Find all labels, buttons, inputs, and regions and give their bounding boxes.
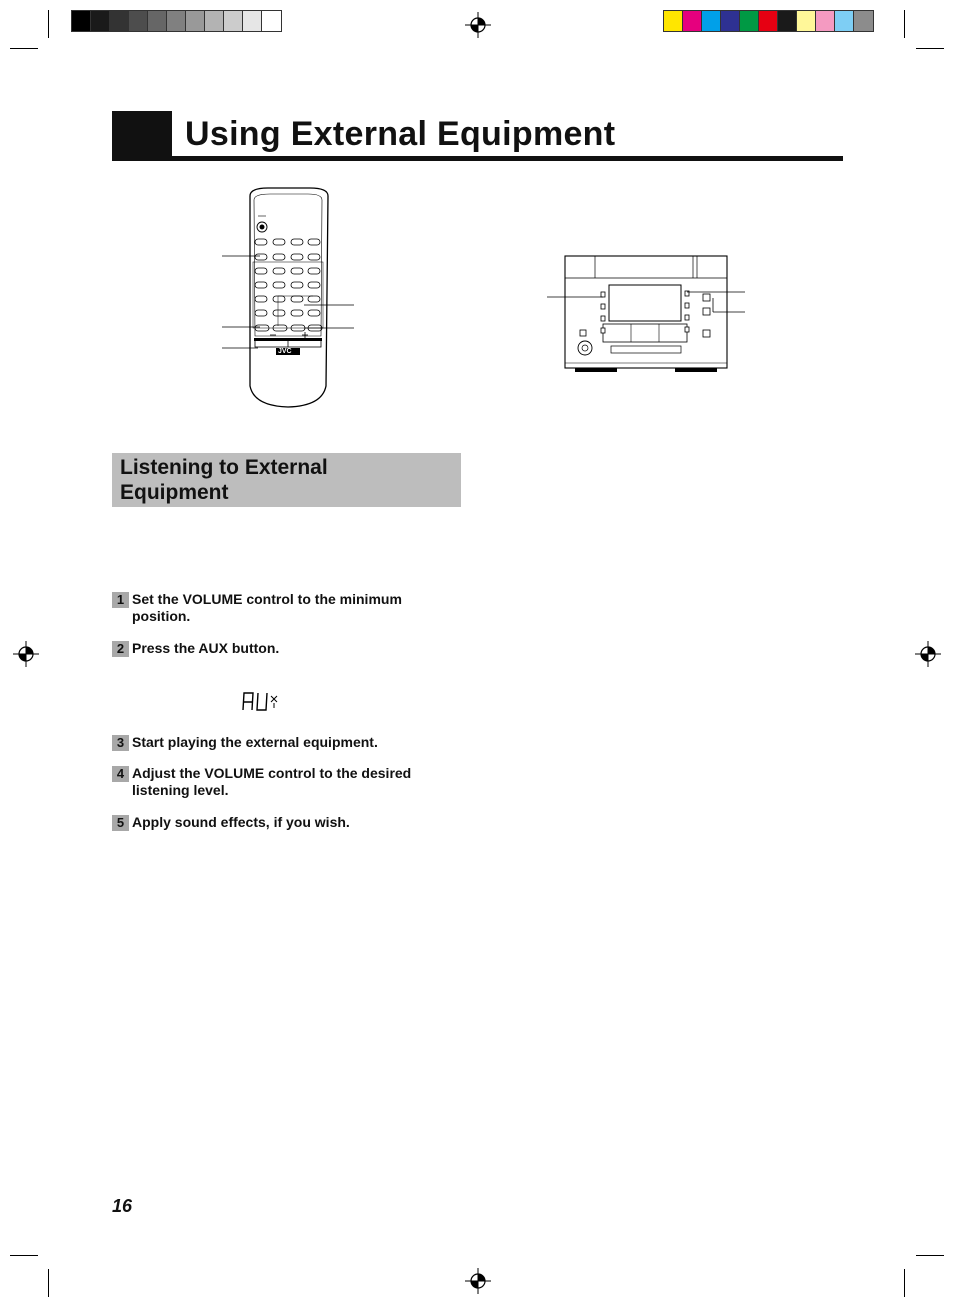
registration-mark-icon: [915, 641, 941, 667]
title-rule: [112, 156, 843, 161]
step-text: Apply sound effects, if you wish.: [132, 814, 350, 830]
step-number: 4: [112, 766, 129, 782]
gray-swatch: [129, 11, 148, 31]
gray-swatch: [91, 11, 110, 31]
color-swatch: [854, 11, 873, 31]
crop-mark: [916, 1255, 944, 1256]
crop-mark: [48, 10, 49, 38]
color-swatch: [816, 11, 835, 31]
crop-mark: [10, 48, 38, 49]
gray-swatch: [224, 11, 243, 31]
registration-mark-icon: [465, 12, 491, 38]
step-item: [112, 765, 462, 799]
step-text: Set the VOLUME control to the minimum position.: [132, 591, 402, 624]
crop-mark: [904, 10, 905, 38]
step-text: Press the AUX button.: [132, 640, 280, 656]
crop-mark: [10, 1255, 38, 1256]
remote-brand-logo: JVC: [278, 348, 292, 355]
step-item: [112, 814, 462, 831]
registration-mark-icon: [465, 1268, 491, 1294]
step-item: [112, 640, 462, 657]
title-block: [112, 111, 172, 161]
gray-swatch: [262, 11, 281, 31]
gray-swatch: [205, 11, 224, 31]
gray-swatch: [110, 11, 129, 31]
grayscale-calibration-bar: [71, 10, 282, 32]
step-text: Adjust the VOLUME control to the desired listening level.: [132, 765, 412, 798]
page-number: 16: [112, 1196, 133, 1216]
gray-swatch: [186, 11, 205, 31]
registration-mark-icon: [13, 641, 39, 667]
color-swatch: [721, 11, 740, 31]
color-swatch: [664, 11, 683, 31]
color-swatch: [702, 11, 721, 31]
color-swatch: [778, 11, 797, 31]
section-heading: [112, 453, 461, 507]
gray-swatch: [72, 11, 91, 31]
color-swatch: [835, 11, 854, 31]
color-swatch: [740, 11, 759, 31]
gray-swatch: [148, 11, 167, 31]
gray-swatch: [167, 11, 186, 31]
step-item: [112, 734, 462, 751]
color-calibration-bar: [663, 10, 874, 32]
step-number: 2: [112, 641, 129, 657]
step-text: Start playing the external equipment.: [132, 734, 378, 750]
crop-mark: [916, 48, 944, 49]
step-number: 1: [112, 592, 129, 608]
page-title: Using External Equipment: [185, 115, 616, 153]
color-swatch: [683, 11, 702, 31]
step-item: [112, 591, 462, 625]
crop-mark: [904, 1269, 905, 1297]
crop-mark: [48, 1269, 49, 1297]
gray-swatch: [243, 11, 262, 31]
display-readout: [240, 688, 280, 714]
step-number: 5: [112, 815, 129, 831]
step-number: 3: [112, 735, 129, 751]
section-heading-text: Listening to External Equipment: [120, 456, 328, 504]
color-swatch: [797, 11, 816, 31]
color-swatch: [759, 11, 778, 31]
main-unit-illustration: [545, 254, 745, 376]
remote-control-illustration: [218, 186, 358, 410]
